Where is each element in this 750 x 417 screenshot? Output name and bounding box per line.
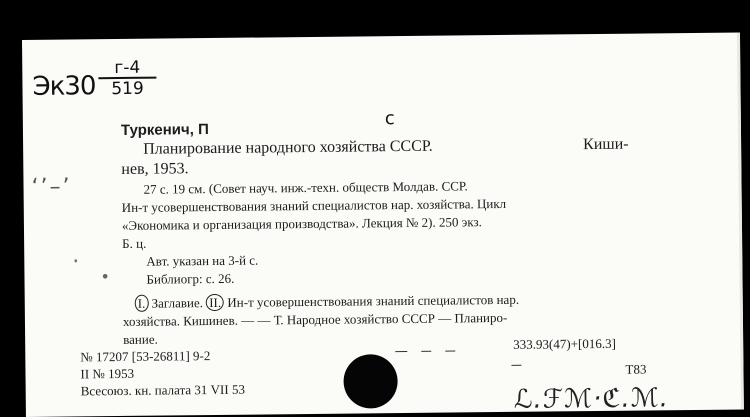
tracing-line [135,292,519,312]
publication-place: Киши- [583,135,629,154]
description-line: Ин-т усовершенствования знаний специалистов нар. хозяйства. Цикл [121,195,507,215]
tracing-number: I. [135,295,149,312]
handwritten-signature: ℒ.ℱℳ·ℭ.ℳ. [513,383,670,415]
tracing-line: вание. [123,331,158,347]
catalog-card [22,32,744,416]
description-line: Б. ц. [122,235,147,251]
margin-dot: • [100,267,111,287]
note-line: Библиогр: с. 26. [146,270,235,287]
title-line: нев, 1953. [121,160,189,178]
separator-dash [395,351,407,352]
cutter-number: Т83 [625,361,647,377]
tracing-text: Заглавие. [151,295,204,311]
card-edge [737,32,744,409]
shelfmark-fraction [98,59,156,100]
classification-number: 333.93(47)+[016.3] [513,335,616,352]
shelfmark-denominator: 519 [111,78,144,100]
shelfmark: Эк30 [32,71,96,102]
accession-line: II № 1953 [80,365,135,382]
shelfmark-numerator: г-4 [98,59,156,80]
separator-dash [511,365,521,366]
title-line: Планирование народного хозяйства СССР. [143,137,433,158]
margin-dot: · [72,249,80,275]
pencil-mark: с [384,108,395,130]
author-heading: Туркенич, П [120,121,209,139]
punch-hole [343,354,398,409]
tracing-number: II. [206,294,224,311]
description-line: «Экономика и организация производства». Лекция № 2). 250 экз. [121,214,482,233]
tracing-line: хозяйства. Кишинев. — — Т. Народное хозяйство СССР — Планиро- [122,309,508,329]
description-line: 27 с. 19 см. (Совет науч. инж.-техн. обществ Молдав. ССР. [143,178,468,197]
tracing-text: Ин-т усовершенствования знаний специалистов нар. [227,291,520,310]
margin-scribble: ‘’–’ [31,174,72,200]
accession-line: № 17207 [53-26811] 9-2 [80,348,211,365]
separator-dash [421,351,431,352]
note-line: Авт. указан на 3-й с. [146,252,259,269]
accession-line: Всесоюз. кн. палата 31 VII 53 [80,381,246,399]
separator-dash [445,350,455,351]
